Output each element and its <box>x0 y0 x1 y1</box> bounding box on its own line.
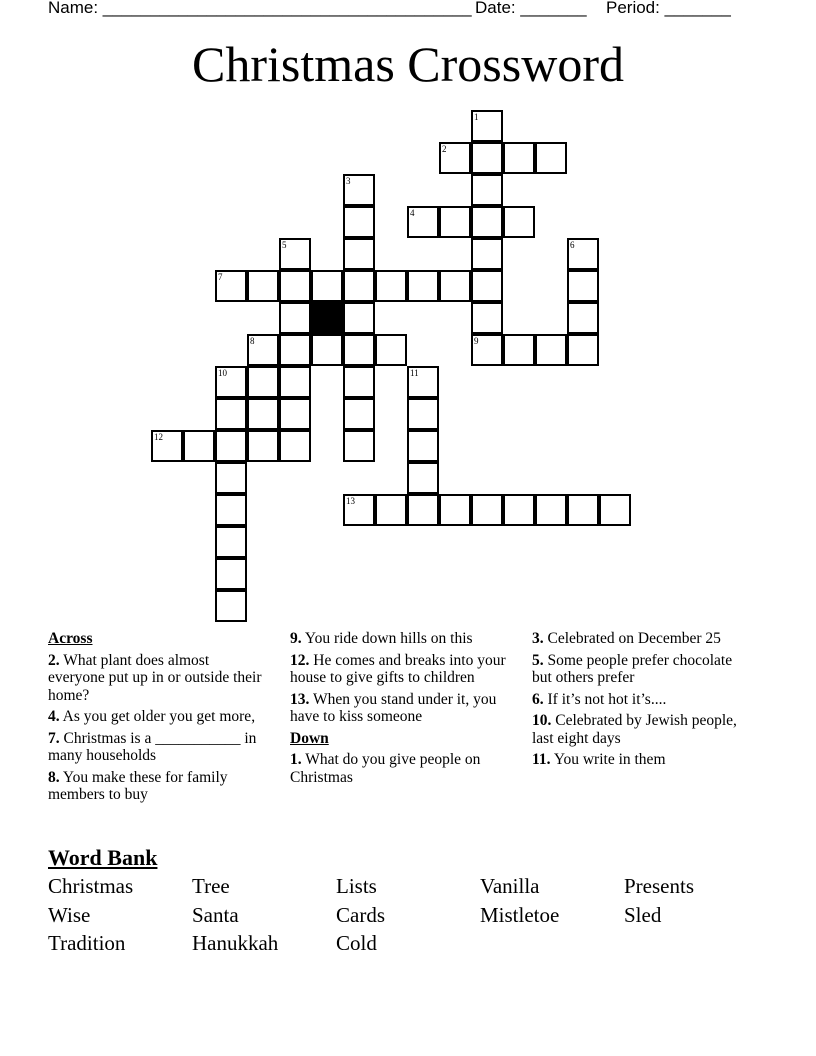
grid-cell[interactable] <box>471 174 503 206</box>
word-bank-item: Presents <box>624 874 694 898</box>
grid-cell[interactable] <box>343 366 375 398</box>
black-cell <box>311 302 343 334</box>
grid-cell[interactable] <box>407 494 439 526</box>
word-bank-item: Lists <box>336 874 377 898</box>
word-bank-item: Cards <box>336 903 385 927</box>
grid-cell[interactable] <box>439 494 471 526</box>
grid-cell[interactable] <box>567 270 599 302</box>
grid-cell[interactable] <box>343 302 375 334</box>
grid-cell[interactable] <box>279 270 311 302</box>
word-bank-item: Wise <box>48 903 91 927</box>
grid-cell[interactable] <box>343 398 375 430</box>
clue-text: Celebrated on December 25 <box>543 630 721 647</box>
grid-cell[interactable] <box>503 334 535 366</box>
grid-cell[interactable] <box>567 238 599 270</box>
clues-column-1 <box>48 630 268 808</box>
grid-cell[interactable] <box>247 398 279 430</box>
grid-cell[interactable] <box>471 270 503 302</box>
name-field: Name: _______________________________________ <box>48 0 472 17</box>
clue-text: If it’s not hot it’s.... <box>543 690 667 708</box>
grid-cell[interactable] <box>407 462 439 494</box>
clue-item <box>290 652 510 687</box>
clue-number: 9 <box>474 336 479 346</box>
grid-cell[interactable] <box>215 270 247 302</box>
grid-cell[interactable] <box>215 366 247 398</box>
clue-number-label: 3. <box>532 630 544 647</box>
clue-number: 7 <box>218 272 223 282</box>
clues-column-3 <box>532 630 742 773</box>
clue-number: 1 <box>474 112 479 122</box>
clue-text: You ride down hills on this <box>301 630 473 647</box>
period-field: Period: _______ <box>606 0 731 17</box>
word-bank-item: Santa <box>192 903 239 927</box>
grid-cell[interactable] <box>567 302 599 334</box>
grid-cell[interactable] <box>311 270 343 302</box>
clue-number: 10 <box>218 368 227 378</box>
clue-number-label: 13. <box>290 690 310 708</box>
grid-cell[interactable] <box>439 270 471 302</box>
clue-number-label: 9. <box>290 630 302 647</box>
grid-cell[interactable] <box>183 430 215 462</box>
word-bank-item: Mistletoe <box>480 903 560 927</box>
clue-number-label: 10. <box>532 712 552 729</box>
grid-cell[interactable] <box>343 270 375 302</box>
grid-cell[interactable] <box>471 334 503 366</box>
clue-text: Christmas is a ___________ in many households <box>48 729 257 764</box>
grid-cell[interactable] <box>343 334 375 366</box>
grid-cell[interactable] <box>407 270 439 302</box>
clue-item <box>290 691 510 726</box>
page-title: Christmas Crossword <box>192 36 624 92</box>
grid-cell[interactable] <box>215 590 247 622</box>
grid-cell[interactable] <box>503 142 535 174</box>
clue-number-label: 12. <box>290 651 310 669</box>
clue-item <box>48 708 268 726</box>
date-field: Date: _______ <box>475 0 587 17</box>
word-bank-item: Cold <box>336 931 377 955</box>
grid-cell[interactable] <box>215 494 247 526</box>
grid-cell[interactable] <box>279 302 311 334</box>
grid-cell[interactable] <box>247 430 279 462</box>
word-bank-item: Hanukkah <box>192 931 279 955</box>
grid-cell[interactable] <box>343 430 375 462</box>
across-heading: Across <box>48 630 93 647</box>
clue-item <box>532 712 742 747</box>
grid-cell[interactable] <box>471 206 503 238</box>
clue-item <box>290 630 510 648</box>
grid-cell[interactable] <box>439 206 471 238</box>
word-bank-item: Tradition <box>48 931 126 955</box>
grid-cell[interactable] <box>279 430 311 462</box>
clue-number-label: 6. <box>532 690 544 708</box>
clue-number-label: 5. <box>532 651 544 669</box>
grid-cell[interactable] <box>343 238 375 270</box>
clue-number: 13 <box>346 496 355 506</box>
clue-item <box>532 691 742 709</box>
grid-cell[interactable] <box>247 270 279 302</box>
grid-cell[interactable] <box>151 430 183 462</box>
grid-cell[interactable] <box>279 238 311 270</box>
clue-number: 6 <box>570 240 575 250</box>
clue-number: 12 <box>154 432 163 442</box>
clue-item <box>532 652 742 687</box>
clue-number: 4 <box>410 208 415 218</box>
clues-column-2 <box>290 630 510 790</box>
clue-text: What do you give people on Christmas <box>290 751 481 786</box>
grid-cell[interactable] <box>471 142 503 174</box>
clue-text: When you stand under it, you have to kiss someone <box>290 690 497 725</box>
word-bank-title: Word Bank <box>48 845 158 870</box>
clue-item <box>290 751 510 786</box>
grid-cell[interactable] <box>247 366 279 398</box>
clue-text: Some people prefer chocolate but others prefer <box>532 651 733 686</box>
grid-cell[interactable] <box>279 366 311 398</box>
down-heading: Down <box>290 729 329 747</box>
grid-cell[interactable] <box>503 206 535 238</box>
clue-text: What plant does almost everyone put up in or outside their home? <box>48 651 262 704</box>
clue-number-label: 1. <box>290 751 302 768</box>
grid-cell[interactable] <box>343 174 375 206</box>
grid-cell[interactable] <box>471 302 503 334</box>
clue-text: You write in them <box>550 751 666 768</box>
grid-cell[interactable] <box>215 526 247 558</box>
word-bank-item: Sled <box>624 903 662 927</box>
grid-cell[interactable] <box>407 430 439 462</box>
clue-number: 8 <box>250 336 255 346</box>
clue-number-label: 7. <box>48 729 60 747</box>
clue-number-label: 4. <box>48 708 60 725</box>
clue-number: 11 <box>410 368 419 378</box>
word-bank-item: Christmas <box>48 874 134 898</box>
grid-cell[interactable] <box>567 334 599 366</box>
grid-cell[interactable] <box>503 494 535 526</box>
grid-cell[interactable] <box>215 462 247 494</box>
grid-cell[interactable] <box>535 334 567 366</box>
clue-text: Celebrated by Jewish people, last eight days <box>532 712 737 747</box>
grid-cell[interactable] <box>535 142 567 174</box>
grid-cell[interactable] <box>471 494 503 526</box>
grid-cell[interactable] <box>215 558 247 590</box>
grid-cell[interactable] <box>247 334 279 366</box>
grid-cell[interactable] <box>215 398 247 430</box>
grid-cell[interactable] <box>407 398 439 430</box>
word-bank-item: Tree <box>192 874 230 898</box>
grid-cell[interactable] <box>439 142 471 174</box>
grid-cell[interactable] <box>215 430 247 462</box>
clue-item <box>48 769 268 804</box>
grid-cell[interactable] <box>471 110 503 142</box>
clue-number-label: 11. <box>532 751 551 768</box>
clue-text: As you get older you get more, <box>59 708 256 725</box>
clue-item <box>48 652 268 705</box>
grid-cell[interactable] <box>375 494 407 526</box>
grid-cell[interactable] <box>343 494 375 526</box>
clue-item <box>48 730 268 765</box>
clue-number-label: 8. <box>48 768 60 786</box>
grid-cell[interactable] <box>535 494 567 526</box>
grid-cell[interactable] <box>279 334 311 366</box>
grid-cell[interactable] <box>375 334 407 366</box>
clue-number: 2 <box>442 144 447 154</box>
grid-cell[interactable] <box>311 334 343 366</box>
clue-item <box>532 751 742 769</box>
clue-number: 3 <box>346 176 351 186</box>
clue-text: You make these for family members to buy <box>48 768 228 803</box>
grid-cell[interactable] <box>343 206 375 238</box>
grid-cell[interactable] <box>407 366 439 398</box>
grid-cell[interactable] <box>407 206 439 238</box>
grid-cell[interactable] <box>471 238 503 270</box>
clue-number: 5 <box>282 240 287 250</box>
grid-cell[interactable] <box>599 494 631 526</box>
clue-text: He comes and breaks into your house to give gifts to children <box>290 651 506 686</box>
grid-cell[interactable] <box>567 494 599 526</box>
clue-number-label: 2. <box>48 651 60 669</box>
grid-cell[interactable] <box>279 398 311 430</box>
word-bank-item: Vanilla <box>480 874 540 898</box>
clue-item <box>532 630 742 648</box>
grid-cell[interactable] <box>375 270 407 302</box>
